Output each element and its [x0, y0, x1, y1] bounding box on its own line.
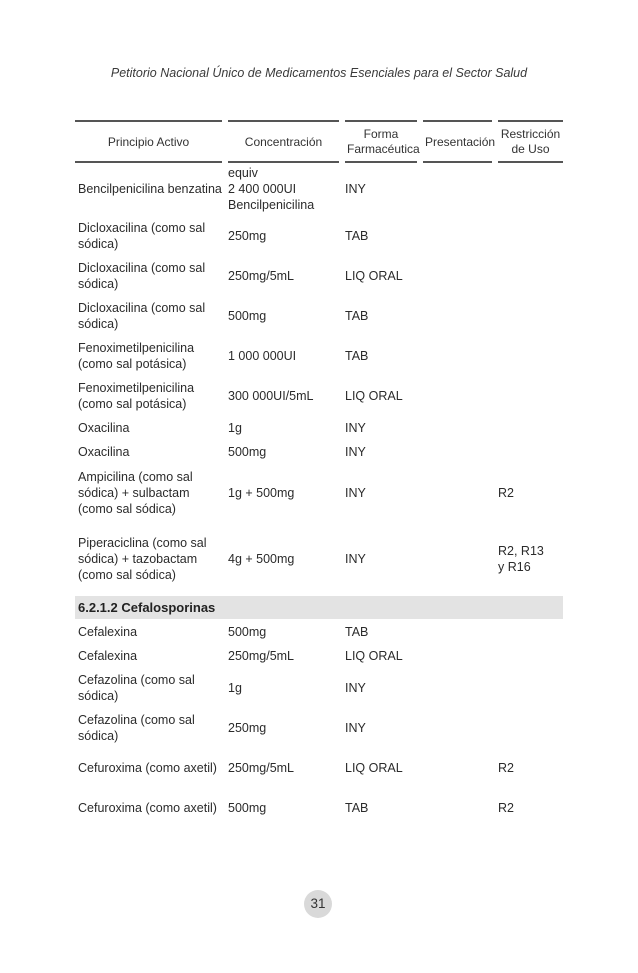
cell-restriccion	[495, 216, 563, 256]
cell-restriccion	[495, 256, 563, 296]
cell-principio-activo: Cefuroxima (como axetil)	[75, 788, 225, 828]
cell-principio-activo: Dicloxacilina (como sal sódica)	[75, 216, 225, 256]
table-row	[75, 416, 563, 440]
section-heading: 6.2.1.2 Cefalosporinas	[75, 596, 563, 620]
cell-presentacion	[420, 620, 495, 644]
cell-presentacion	[420, 376, 495, 416]
table-row	[75, 788, 563, 828]
cell-restriccion: R2, R13 y R16	[495, 522, 563, 596]
cell-principio-activo: Dicloxacilina (como sal sódica)	[75, 296, 225, 336]
table-header-row	[75, 121, 563, 162]
cell-principio-activo: Ampicilina (como sal sódica) + sulbactam (como sal sódica)	[75, 464, 225, 522]
cell-presentacion	[420, 464, 495, 522]
cell-forma-farmaceutica: LIQ ORAL	[342, 644, 420, 668]
table-body	[75, 162, 563, 828]
table-row	[75, 644, 563, 668]
cell-restriccion: R2	[495, 788, 563, 828]
cell-forma-farmaceutica: INY	[342, 522, 420, 596]
cell-concentracion: 250mg/5mL	[225, 256, 342, 296]
cell-forma-farmaceutica: TAB	[342, 620, 420, 644]
cell-concentracion: 4g + 500mg	[225, 522, 342, 596]
table-row	[75, 296, 563, 336]
cell-concentracion: 300 000UI/5mL	[225, 376, 342, 416]
cell-forma-farmaceutica: TAB	[342, 296, 420, 336]
cell-concentracion: 500mg	[225, 620, 342, 644]
cell-concentracion: 250mg/5mL	[225, 644, 342, 668]
cell-concentracion: 500mg	[225, 440, 342, 464]
cell-principio-activo: Fenoximetilpenicilina (como sal potásica)	[75, 376, 225, 416]
cell-principio-activo: Piperaciclina (como sal sódica) + tazobactam (como sal sódica)	[75, 522, 225, 596]
table-row	[75, 748, 563, 788]
cell-concentracion: equiv 2 400 000UI Bencilpenicilina	[225, 162, 342, 216]
column-header-forma-farmaceutica: Forma Farmacéutica	[342, 121, 420, 162]
table-row	[75, 376, 563, 416]
cell-presentacion	[420, 708, 495, 748]
cell-principio-activo: Bencilpenicilina benzatina	[75, 162, 225, 216]
cell-restriccion: R2	[495, 464, 563, 522]
column-header-presentacion: Presentación	[420, 121, 495, 162]
cell-presentacion	[420, 336, 495, 376]
cell-concentracion: 500mg	[225, 788, 342, 828]
cell-restriccion	[495, 162, 563, 216]
cell-forma-farmaceutica: LIQ ORAL	[342, 748, 420, 788]
cell-concentracion: 1 000 000UI	[225, 336, 342, 376]
cell-forma-farmaceutica: TAB	[342, 216, 420, 256]
cell-principio-activo: Oxacilina	[75, 416, 225, 440]
cell-restriccion	[495, 376, 563, 416]
cell-restriccion: R2	[495, 748, 563, 788]
cell-concentracion: 1g	[225, 416, 342, 440]
cell-forma-farmaceutica: LIQ ORAL	[342, 376, 420, 416]
column-header-concentracion: Concentración	[225, 121, 342, 162]
cell-presentacion	[420, 162, 495, 216]
table-row	[75, 336, 563, 376]
cell-concentracion: 250mg	[225, 708, 342, 748]
cell-restriccion	[495, 668, 563, 708]
table-row	[75, 216, 563, 256]
cell-presentacion	[420, 748, 495, 788]
cell-principio-activo: Oxacilina	[75, 440, 225, 464]
cell-forma-farmaceutica: INY	[342, 668, 420, 708]
cell-principio-activo: Cefuroxima (como axetil)	[75, 748, 225, 788]
cell-presentacion	[420, 644, 495, 668]
cell-forma-farmaceutica: INY	[342, 464, 420, 522]
cell-principio-activo: Cefazolina (como sal sódica)	[75, 708, 225, 748]
cell-forma-farmaceutica: INY	[342, 440, 420, 464]
table-row	[75, 464, 563, 522]
cell-concentracion: 250mg	[225, 216, 342, 256]
running-title: Petitorio Nacional Único de Medicamentos Esenciales para el Sector Salud	[110, 66, 528, 80]
cell-concentracion: 1g + 500mg	[225, 464, 342, 522]
cell-forma-farmaceutica: INY	[342, 162, 420, 216]
cell-restriccion	[495, 416, 563, 440]
table-row	[75, 668, 563, 708]
cell-forma-farmaceutica: LIQ ORAL	[342, 256, 420, 296]
table-row	[75, 440, 563, 464]
cell-presentacion	[420, 216, 495, 256]
table-row	[75, 162, 563, 216]
table-row	[75, 256, 563, 296]
cell-principio-activo: Dicloxacilina (como sal sódica)	[75, 256, 225, 296]
cell-restriccion	[495, 620, 563, 644]
medicines-table	[75, 120, 563, 828]
cell-presentacion	[420, 296, 495, 336]
section-heading-row	[75, 596, 563, 620]
cell-principio-activo: Fenoximetilpenicilina (como sal potásica)	[75, 336, 225, 376]
cell-principio-activo: Cefalexina	[75, 620, 225, 644]
cell-presentacion	[420, 256, 495, 296]
cell-concentracion: 1g	[225, 668, 342, 708]
cell-restriccion	[495, 296, 563, 336]
cell-forma-farmaceutica: INY	[342, 416, 420, 440]
cell-forma-farmaceutica: INY	[342, 708, 420, 748]
cell-presentacion	[420, 788, 495, 828]
cell-principio-activo: Cefalexina	[75, 644, 225, 668]
cell-restriccion	[495, 708, 563, 748]
cell-presentacion	[420, 416, 495, 440]
cell-restriccion	[495, 336, 563, 376]
table-row	[75, 620, 563, 644]
cell-concentracion: 500mg	[225, 296, 342, 336]
table-row	[75, 708, 563, 748]
cell-principio-activo: Cefazolina (como sal sódica)	[75, 668, 225, 708]
table-row	[75, 522, 563, 596]
cell-presentacion	[420, 668, 495, 708]
cell-restriccion	[495, 644, 563, 668]
column-header-restriccion-de-uso: Restricción de Uso	[495, 121, 563, 162]
page-number: 31	[304, 890, 332, 918]
cell-restriccion	[495, 440, 563, 464]
cell-forma-farmaceutica: TAB	[342, 788, 420, 828]
cell-concentracion: 250mg/5mL	[225, 748, 342, 788]
column-header-principio-activo: Principio Activo	[75, 121, 225, 162]
cell-forma-farmaceutica: TAB	[342, 336, 420, 376]
cell-presentacion	[420, 440, 495, 464]
cell-presentacion	[420, 522, 495, 596]
